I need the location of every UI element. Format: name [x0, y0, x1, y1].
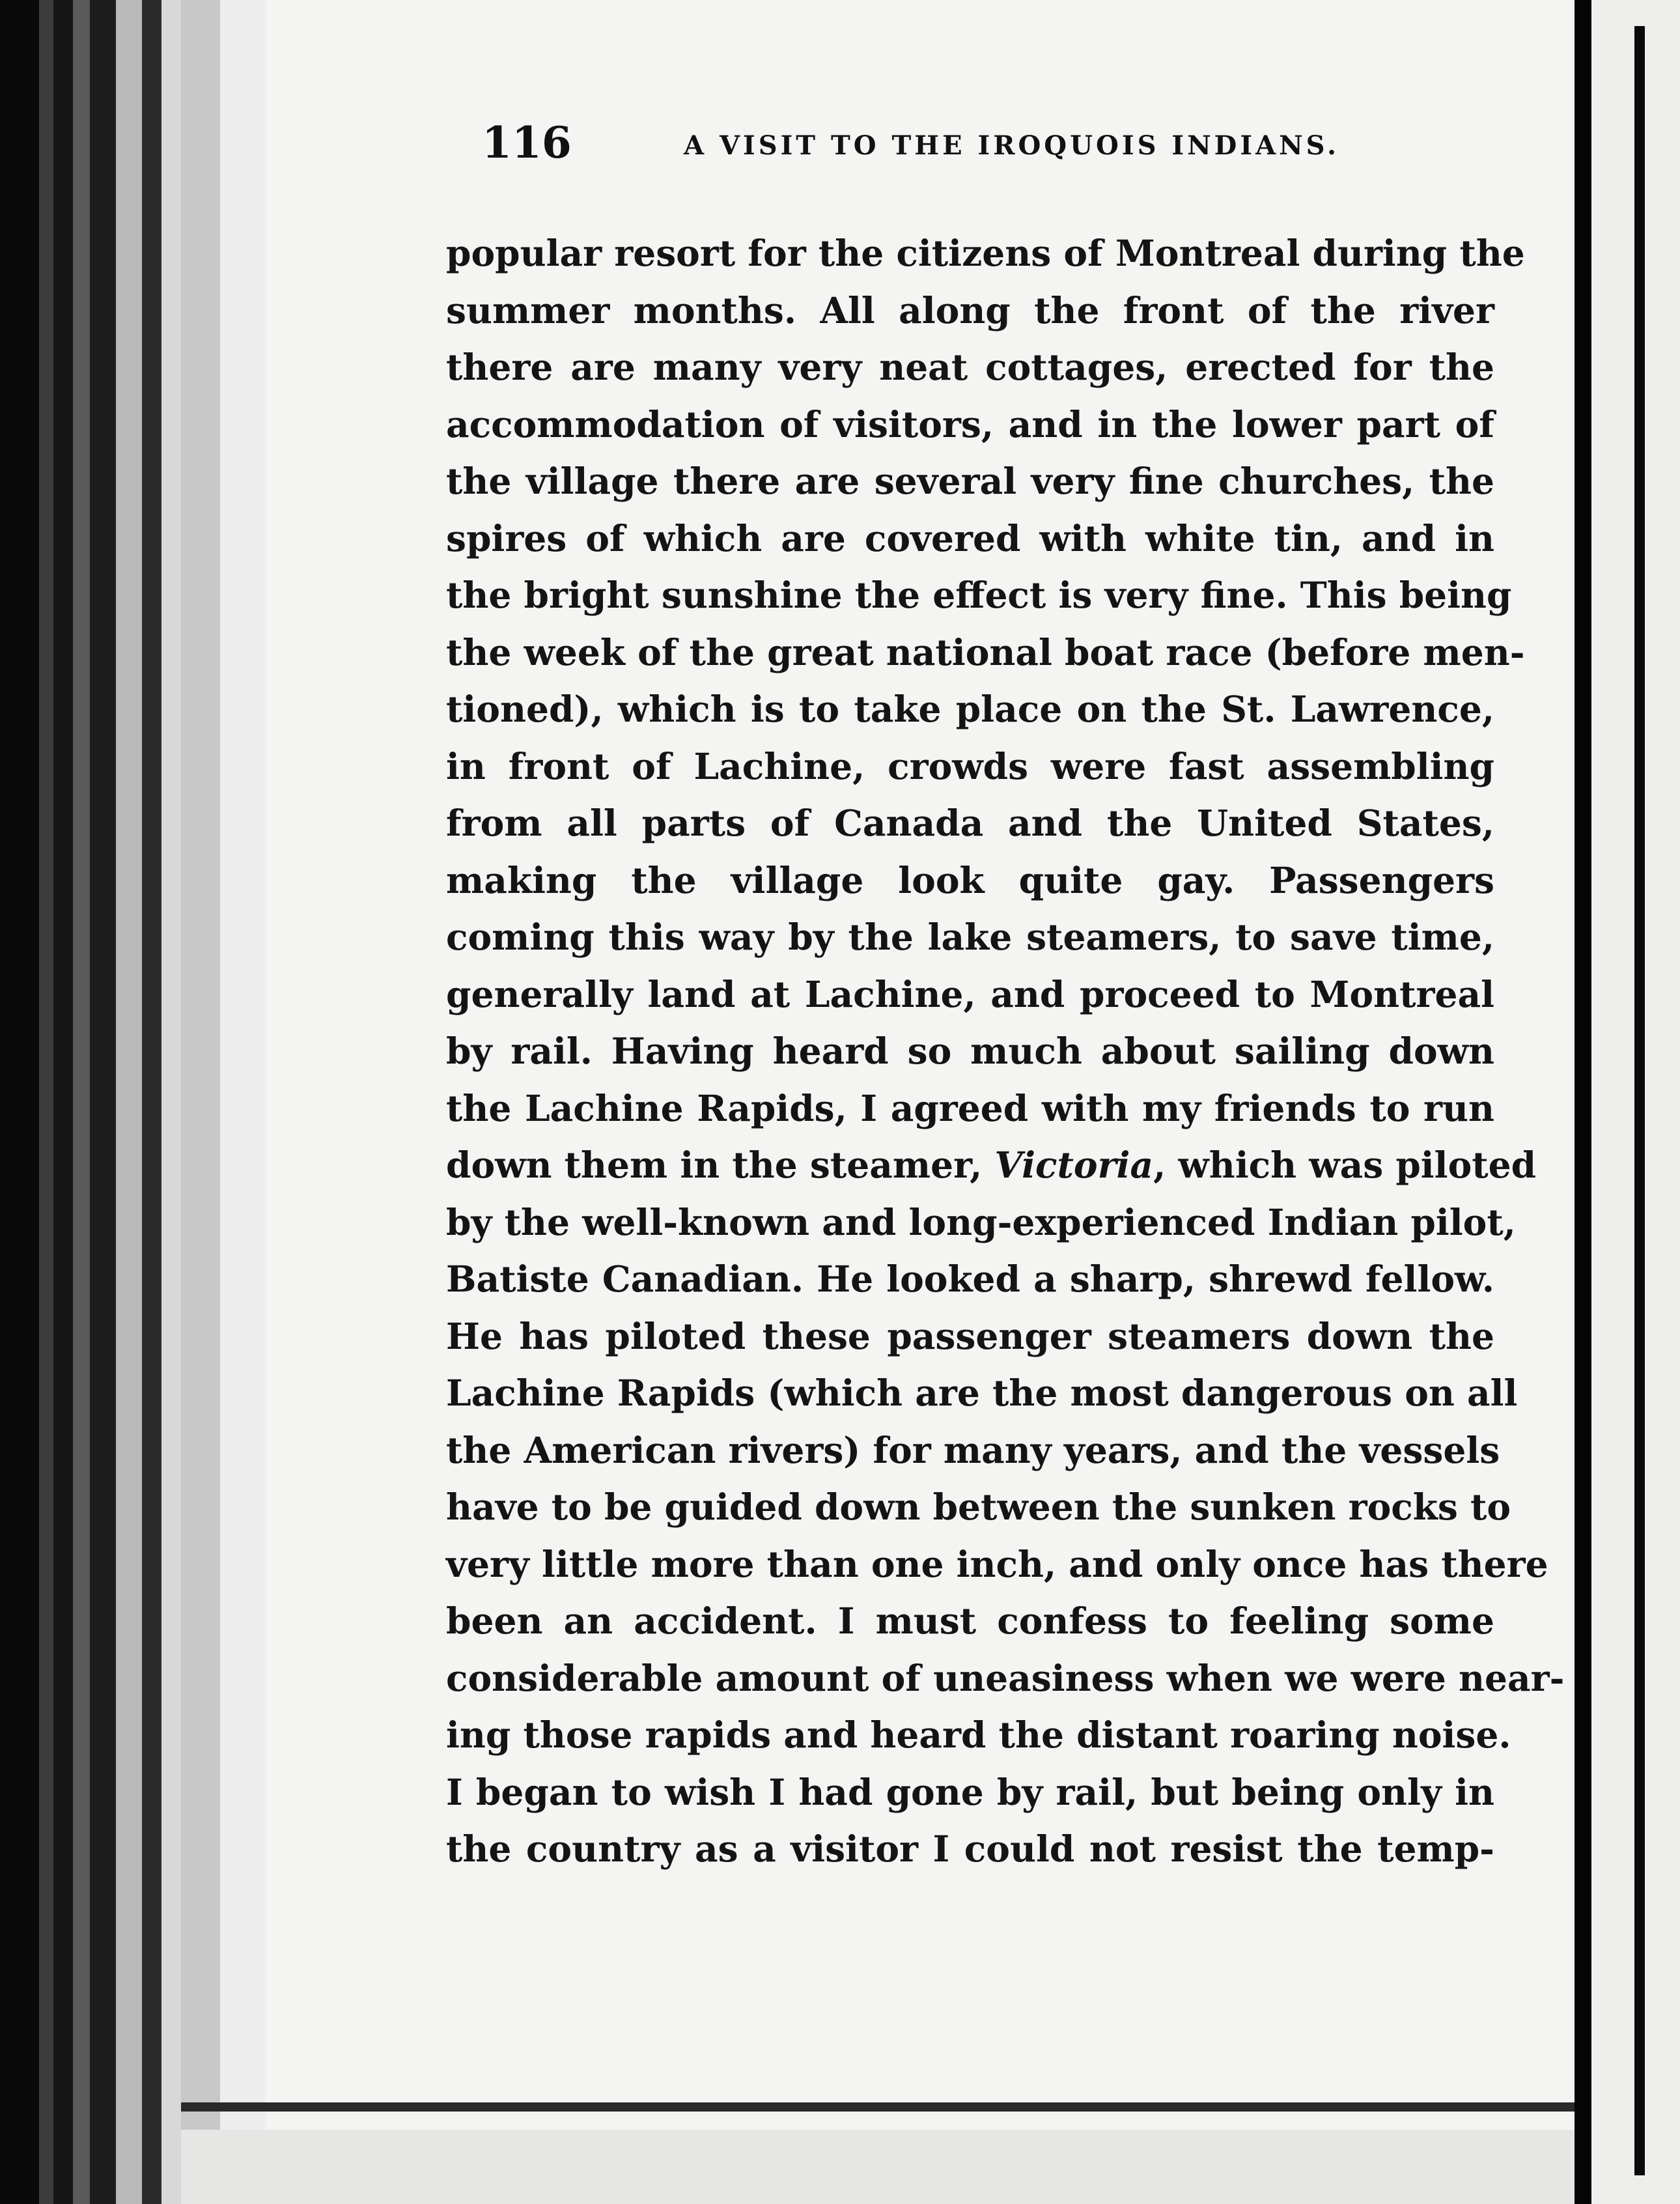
text-line: the country as a visitor I could not resist the temp-: [446, 1828, 1494, 1870]
text-line: generally land at Lachine, and proceed to Montreal: [446, 972, 1494, 1015]
text-line: by rail. Having heard so much about sailing down: [446, 1030, 1494, 1072]
text-line: the village there are several very fine churches, the: [446, 460, 1494, 502]
page-right-edge: [1575, 0, 1591, 2204]
book-edge-strip: [181, 0, 220, 2204]
text-line: have to be guided down between the sunken rocks to: [446, 1486, 1511, 1528]
text-line: Batiste Canadian. He looked a sharp, shrewd fellow.: [446, 1258, 1494, 1300]
text-line: in front of Lachine, crowds were fast assembling: [446, 744, 1494, 787]
text-line: from all parts of Canada and the United States,: [446, 802, 1494, 844]
text-line: tioned), which is to take place on the St. Lawrence,: [446, 688, 1494, 730]
text-line: coming this way by the lake steamers, to save time,: [446, 916, 1494, 958]
text-line: I began to wish I had gone by rail, but being only in: [446, 1770, 1494, 1813]
book-edge-strip: [161, 0, 181, 2204]
book-edge-strip: [39, 0, 53, 2204]
book-edge-strip: [142, 0, 161, 2204]
book-edge-strip: [90, 0, 116, 2204]
page-bottom-edge: [181, 2102, 1575, 2112]
text-line: the week of the great national boat race (before men-: [446, 630, 1525, 673]
text-line: very little more than one inch, and only once has there: [446, 1542, 1548, 1585]
page-number: 116: [482, 117, 572, 168]
text-line: by the well-known and long-experienced Indian pilot,: [446, 1200, 1516, 1243]
text-line: making the village look quite gay. Passengers: [446, 858, 1494, 901]
text-run: , which was piloted: [1153, 1144, 1537, 1186]
running-head-title: A VISIT TO THE IROQUOIS INDIANS.: [684, 130, 1340, 161]
facing-page-edge: [1634, 26, 1645, 2175]
book-edge-strip: [0, 0, 39, 2204]
text-line: accommodation of visitors, and in the lower part of: [446, 403, 1494, 445]
running-head: [482, 117, 1341, 182]
book-edge-strip: [73, 0, 90, 2204]
text-line: the American rivers) for many years, and the vessels: [446, 1428, 1500, 1471]
text-line: [446, 1137, 1537, 1194]
text-line: the bright sunshine the effect is very fine. This being: [446, 574, 1512, 616]
text-line: been an accident. I must confess to feeling some: [446, 1600, 1494, 1642]
text-line: summer months. All along the front of the river: [446, 289, 1494, 332]
text-line: considerable amount of uneasiness when we were near-: [446, 1656, 1565, 1699]
text-line: spires of which are covered with white tin, and in: [446, 516, 1494, 559]
book-edge-strip: [116, 0, 142, 2204]
book-edge-strip: [53, 0, 73, 2204]
italic-ship-name: Victoria: [994, 1144, 1154, 1186]
text-line: ing those rapids and heard the distant roaring noise.: [446, 1714, 1511, 1756]
page-bottom-margin: [181, 2130, 1575, 2204]
text-line: Lachine Rapids (which are the most dangerous on all: [446, 1372, 1518, 1414]
text-line: He has piloted these passenger steamers down the: [446, 1314, 1494, 1357]
book-edge-strip: [220, 0, 266, 2204]
text-line: there are many very neat cottages, erected for the: [446, 346, 1494, 388]
body-text: [446, 225, 1565, 1878]
text-line: popular resort for the citizens of Montreal during the: [446, 232, 1525, 274]
text-line: the Lachine Rapids, I agreed with my friends to run: [446, 1086, 1494, 1129]
text-run: down them in the steamer,: [446, 1144, 995, 1186]
